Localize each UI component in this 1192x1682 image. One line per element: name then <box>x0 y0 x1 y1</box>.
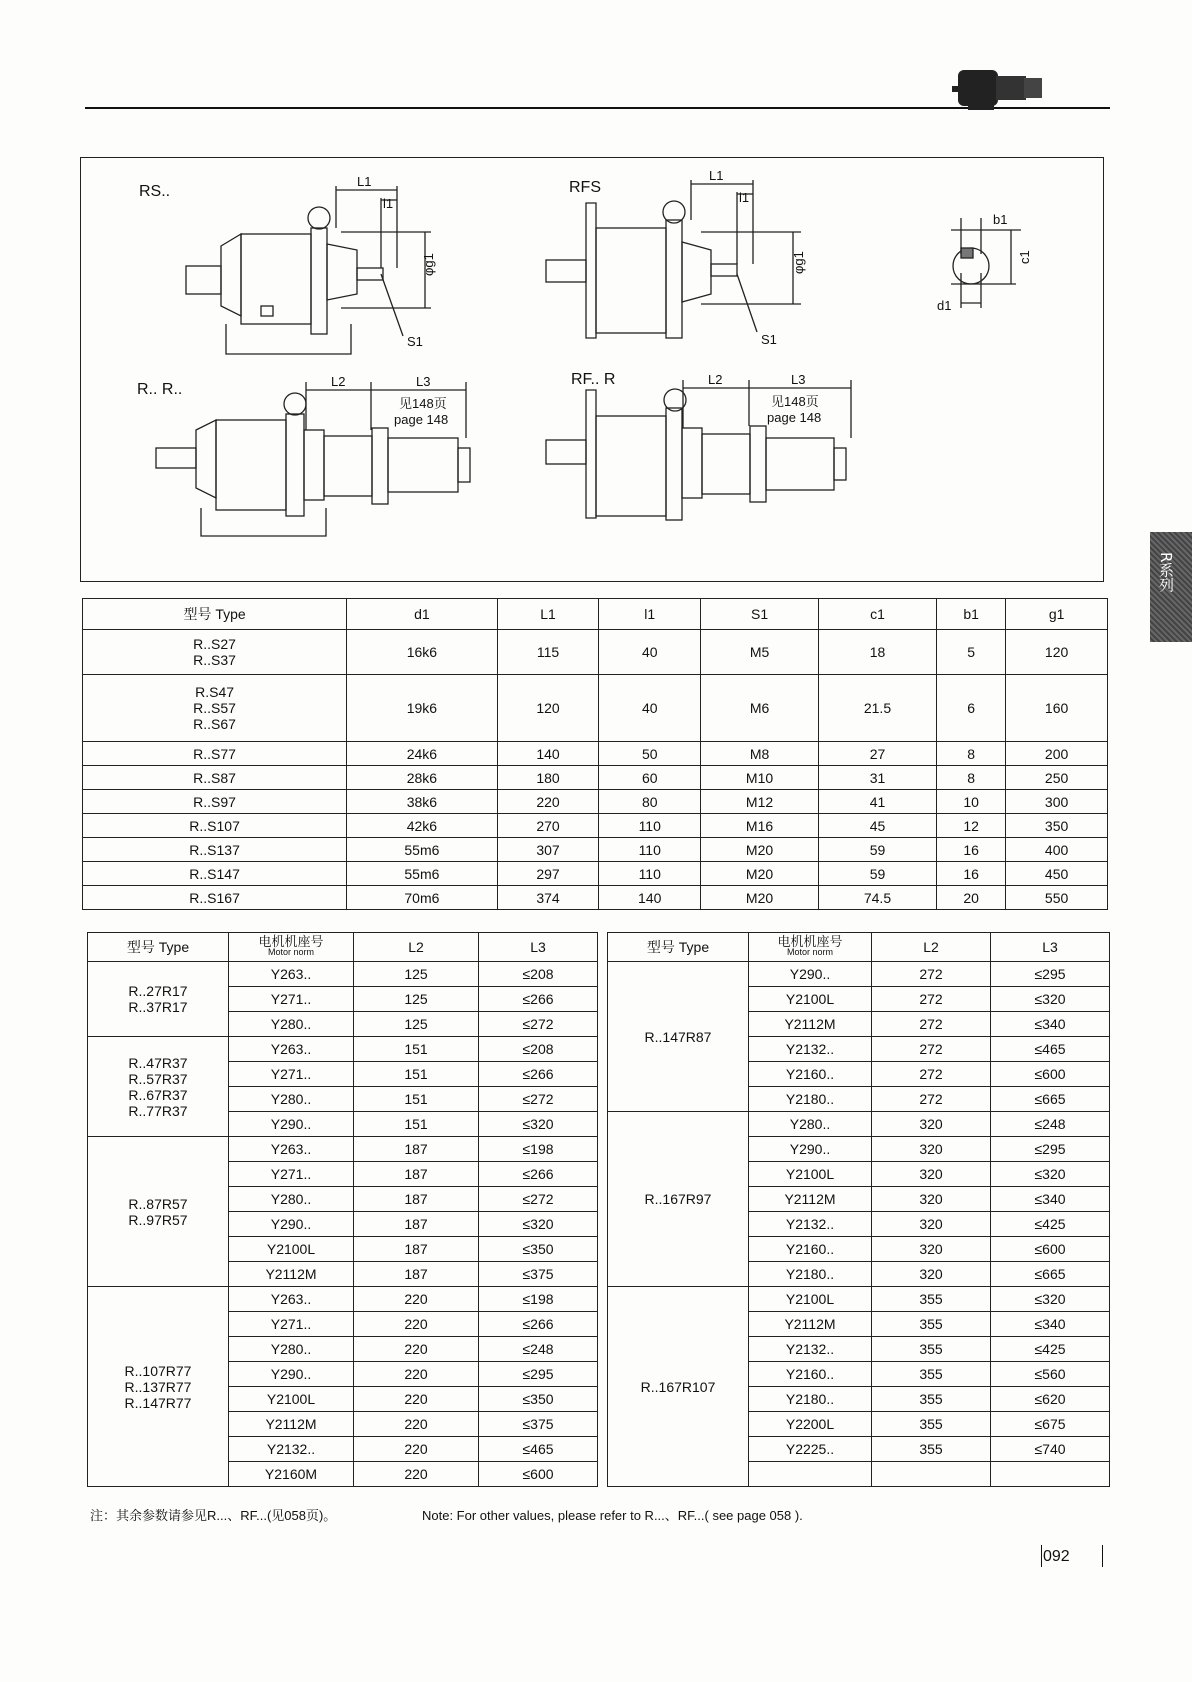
L3-cell: ≤320 <box>479 1112 598 1137</box>
t1-cell-S1: M20 <box>701 862 819 886</box>
L2-cell: 272 <box>872 962 991 987</box>
L2-cell: 320 <box>872 1112 991 1137</box>
t1-cell-L1: 115 <box>497 630 599 675</box>
table-row <box>608 1112 1110 1137</box>
L2-cell <box>872 1462 991 1487</box>
motor-group-type: R..167R97 <box>608 1112 749 1287</box>
t1-cell-c1: 21.5 <box>819 675 937 742</box>
t1-cell-l1: 40 <box>599 630 701 675</box>
motor-norm-cell: Y2100L <box>229 1237 354 1262</box>
t1-header-5: c1 <box>819 599 937 630</box>
t1-cell-l1: 50 <box>599 742 701 766</box>
motor-group-type: R..87R57 R..97R57 <box>88 1137 229 1287</box>
L3-cell: ≤198 <box>479 1137 598 1162</box>
L3-cell: ≤465 <box>479 1437 598 1462</box>
motor-norm-cell: Y2112M <box>749 1187 872 1212</box>
label-rfs: RFS <box>569 179 601 196</box>
t2-header-L2: L2 <box>354 933 479 962</box>
t1-cell-d1: 42k6 <box>347 814 497 838</box>
t1-cell-type: R..S107 <box>83 814 347 838</box>
t1-cell-d1: 38k6 <box>347 790 497 814</box>
t1-cell-c1: 31 <box>819 766 937 790</box>
t1-header-3: l1 <box>599 599 701 630</box>
t1-cell-c1: 41 <box>819 790 937 814</box>
t1-cell-g1: 300 <box>1006 790 1108 814</box>
motor-norm-cell: Y2132.. <box>749 1212 872 1237</box>
motor-norm-cell: Y2100L <box>749 1162 872 1187</box>
L2-cell: 187 <box>354 1212 479 1237</box>
L3-cell: ≤266 <box>479 987 598 1012</box>
t3-header-L2: L2 <box>872 933 991 962</box>
t1-cell-l1: 80 <box>599 790 701 814</box>
L2-cell: 220 <box>354 1312 479 1337</box>
motor-norm-cell: Y271.. <box>229 987 354 1012</box>
t1-cell-b1: 16 <box>936 838 1005 862</box>
t1-cell-l1: 140 <box>599 886 701 910</box>
t1-cell-S1: M16 <box>701 814 819 838</box>
L3-cell: ≤208 <box>479 962 598 987</box>
t1-cell-L1: 307 <box>497 838 599 862</box>
L2-cell: 355 <box>872 1362 991 1387</box>
t1-cell-type: R..S167 <box>83 886 347 910</box>
t1-cell-b1: 10 <box>936 790 1005 814</box>
L3-cell: ≤675 <box>991 1412 1110 1437</box>
L2-cell: 272 <box>872 987 991 1012</box>
L2-cell: 355 <box>872 1287 991 1312</box>
t1-header-6: b1 <box>936 599 1005 630</box>
motor-norm-cell: Y2132.. <box>749 1037 872 1062</box>
L3-cell: ≤350 <box>479 1387 598 1412</box>
t1-cell-g1: 200 <box>1006 742 1108 766</box>
t1-cell-d1: 70m6 <box>347 886 497 910</box>
t1-header-0: 型号 Type <box>83 599 347 630</box>
motor-norm-cell: Y2112M <box>229 1412 354 1437</box>
t1-cell-g1: 350 <box>1006 814 1108 838</box>
dim-see148-en-rfr: page 148 <box>767 410 822 425</box>
motor-norm-cell: Y271.. <box>229 1062 354 1087</box>
L2-cell: 320 <box>872 1137 991 1162</box>
note-cn: 注：其余参数请参见R...、RF...(见058页)。 <box>90 1508 337 1523</box>
motor-header-en: Motor norm <box>267 947 314 957</box>
L3-cell: ≤295 <box>479 1362 598 1387</box>
t1-cell-L1: 120 <box>497 675 599 742</box>
t1-cell-l1: 110 <box>599 862 701 886</box>
t1-cell-type: R.S47 R..S57 R..S67 <box>83 675 347 742</box>
L3-cell: ≤272 <box>479 1012 598 1037</box>
t2-header-L3: L3 <box>479 933 598 962</box>
L2-cell: 220 <box>354 1437 479 1462</box>
dim-see148-cn-rfr: 见148页 <box>771 394 819 409</box>
dim-l1-rs: l1 <box>383 196 394 211</box>
t1-cell-type: R..S147 <box>83 862 347 886</box>
L3-cell: ≤248 <box>479 1337 598 1362</box>
dim-d1: d1 <box>937 298 952 313</box>
gearmotor-logo-icon <box>950 58 1050 118</box>
table-row <box>83 742 1108 766</box>
motor-norm-cell: Y290.. <box>229 1212 354 1237</box>
L3-cell: ≤560 <box>991 1362 1110 1387</box>
L3-cell: ≤620 <box>991 1387 1110 1412</box>
L3-cell: ≤600 <box>991 1237 1110 1262</box>
L2-cell: 187 <box>354 1262 479 1287</box>
L2-cell: 355 <box>872 1337 991 1362</box>
table-row <box>83 886 1108 910</box>
motor-norm-cell: Y2160.. <box>749 1237 872 1262</box>
t1-header-4: S1 <box>701 599 819 630</box>
t1-cell-l1: 60 <box>599 766 701 790</box>
t1-cell-b1: 8 <box>936 766 1005 790</box>
table-row <box>88 1037 598 1062</box>
dim-see148-en-rr: page 148 <box>394 412 449 427</box>
t1-cell-S1: M8 <box>701 742 819 766</box>
L3-cell: ≤295 <box>991 1137 1110 1162</box>
dim-see148-cn-rr: 见148页 <box>399 396 447 411</box>
L3-cell: ≤340 <box>991 1312 1110 1337</box>
L3-cell: ≤425 <box>991 1212 1110 1237</box>
motor-norm-cell: Y280.. <box>229 1337 354 1362</box>
t1-cell-L1: 220 <box>497 790 599 814</box>
L2-cell: 220 <box>354 1387 479 1412</box>
t1-cell-L1: 270 <box>497 814 599 838</box>
table-row <box>83 838 1108 862</box>
dim-S1-rfs: S1 <box>761 332 777 347</box>
motor-norm-cell: Y2100L <box>749 987 872 1012</box>
motor-group-type: R..147R87 <box>608 962 749 1112</box>
label-rfr: RF.. R <box>571 371 616 388</box>
label-rr: R.. R.. <box>137 381 183 398</box>
page-bar-right <box>1102 1545 1103 1567</box>
L2-cell: 320 <box>872 1212 991 1237</box>
table-row <box>88 962 598 987</box>
motor-norm-cell: Y2112M <box>749 1012 872 1037</box>
t1-cell-l1: 110 <box>599 814 701 838</box>
dim-L3-rr: L3 <box>416 374 431 389</box>
motor-group-type: R..27R17 R..37R17 <box>88 962 229 1037</box>
L3-cell: ≤340 <box>991 1012 1110 1037</box>
dim-L2-rfr: L2 <box>708 372 723 387</box>
L3-cell: ≤248 <box>991 1112 1110 1137</box>
motor-norm-cell: Y2180.. <box>749 1387 872 1412</box>
dim-g1-rfs: φg1 <box>791 251 806 274</box>
t1-cell-b1: 20 <box>936 886 1005 910</box>
section-tab <box>1150 532 1192 642</box>
t1-cell-c1: 74.5 <box>819 886 937 910</box>
label-rs: RS.. <box>139 183 171 200</box>
t1-cell-L1: 140 <box>497 742 599 766</box>
t1-cell-d1: 55m6 <box>347 862 497 886</box>
L3-cell: ≤266 <box>479 1312 598 1337</box>
rs-drawing-icon <box>186 186 431 354</box>
t1-cell-g1: 550 <box>1006 886 1108 910</box>
t1-cell-g1: 250 <box>1006 766 1108 790</box>
section-tab-label: R系列 <box>1157 552 1175 593</box>
L2-cell: 187 <box>354 1162 479 1187</box>
L2-cell: 272 <box>872 1087 991 1112</box>
dim-L1-rfs: L1 <box>709 168 724 183</box>
motor-norm-cell: Y2180.. <box>749 1087 872 1112</box>
t1-cell-type: R..S27 R..S37 <box>83 630 347 675</box>
table-row <box>608 1287 1110 1312</box>
L3-cell: ≤320 <box>991 987 1110 1012</box>
motor-norm-cell: Y271.. <box>229 1162 354 1187</box>
motor-norm-cell: Y2180.. <box>749 1262 872 1287</box>
L3-cell: ≤208 <box>479 1037 598 1062</box>
t1-cell-type: R..S87 <box>83 766 347 790</box>
t3-header-motor <box>749 933 872 962</box>
motor-norm-cell: Y2132.. <box>749 1337 872 1362</box>
t1-cell-S1: M12 <box>701 790 819 814</box>
L3-cell: ≤665 <box>991 1087 1110 1112</box>
dim-L1-rs: L1 <box>357 174 372 189</box>
motor-norm-cell: Y290.. <box>229 1362 354 1387</box>
t1-cell-S1: M20 <box>701 886 819 910</box>
L3-cell: ≤198 <box>479 1287 598 1312</box>
t1-header-2: L1 <box>497 599 599 630</box>
t1-cell-type: R..S97 <box>83 790 347 814</box>
t1-cell-d1: 28k6 <box>347 766 497 790</box>
L3-cell: ≤272 <box>479 1187 598 1212</box>
table-row <box>83 675 1108 742</box>
L3-cell: ≤272 <box>479 1087 598 1112</box>
L3-cell: ≤340 <box>991 1187 1110 1212</box>
dim-S1-rs: S1 <box>407 334 423 349</box>
dimension-table-s <box>82 598 1108 910</box>
L2-cell: 125 <box>354 1012 479 1037</box>
L3-cell: ≤320 <box>991 1287 1110 1312</box>
t1-header-1: d1 <box>347 599 497 630</box>
L2-cell: 220 <box>354 1462 479 1487</box>
L2-cell: 220 <box>354 1287 479 1312</box>
L3-cell <box>991 1462 1110 1487</box>
L3-cell: ≤295 <box>991 962 1110 987</box>
L2-cell: 272 <box>872 1062 991 1087</box>
motor-norm-cell: Y263.. <box>229 962 354 987</box>
motor-table-header <box>608 933 1110 962</box>
technical-drawings <box>81 158 1103 581</box>
t1-cell-d1: 24k6 <box>347 742 497 766</box>
t1-cell-S1: M20 <box>701 838 819 862</box>
L3-cell: ≤375 <box>479 1262 598 1287</box>
motor-table-left <box>87 932 598 1487</box>
t1-cell-c1: 27 <box>819 742 937 766</box>
t1-cell-S1: M10 <box>701 766 819 790</box>
t1-cell-c1: 59 <box>819 838 937 862</box>
L2-cell: 220 <box>354 1362 479 1387</box>
t1-cell-g1: 400 <box>1006 838 1108 862</box>
t1-cell-d1: 16k6 <box>347 630 497 675</box>
L2-cell: 355 <box>872 1437 991 1462</box>
L3-cell: ≤320 <box>991 1162 1110 1187</box>
t1-cell-L1: 374 <box>497 886 599 910</box>
L2-cell: 187 <box>354 1187 479 1212</box>
drawing-panel <box>80 157 1104 582</box>
t1-cell-type: R..S77 <box>83 742 347 766</box>
motor-norm-cell: Y290.. <box>749 962 872 987</box>
L2-cell: 320 <box>872 1262 991 1287</box>
L2-cell: 320 <box>872 1162 991 1187</box>
L3-cell: ≤425 <box>991 1337 1110 1362</box>
dim-g1-rs: φg1 <box>421 253 436 276</box>
L2-cell: 151 <box>354 1037 479 1062</box>
motor-group-type: R..167R107 <box>608 1287 749 1487</box>
table-row <box>83 766 1108 790</box>
motor-header-cn: 电机机座号 <box>258 934 324 949</box>
table-row <box>83 862 1108 886</box>
t1-cell-g1: 120 <box>1006 630 1108 675</box>
dim-b1: b1 <box>993 212 1008 227</box>
L2-cell: 125 <box>354 987 479 1012</box>
motor-norm-cell: Y290.. <box>229 1112 354 1137</box>
motor-norm-cell: Y2225.. <box>749 1437 872 1462</box>
motor-norm-cell: Y2200L <box>749 1412 872 1437</box>
t1-cell-b1: 6 <box>936 675 1005 742</box>
motor-header-cn: 电机机座号 <box>777 934 843 949</box>
motor-norm-cell: Y2132.. <box>229 1437 354 1462</box>
page-bar-left <box>1041 1545 1042 1567</box>
table-row <box>88 1287 598 1312</box>
motor-table-right <box>607 932 1110 1487</box>
dim-l1-rfs: l1 <box>739 190 750 205</box>
t1-cell-S1: M6 <box>701 675 819 742</box>
L2-cell: 355 <box>872 1412 991 1437</box>
table-row <box>83 790 1108 814</box>
motor-table-header <box>88 933 598 962</box>
L3-cell: ≤465 <box>991 1037 1110 1062</box>
motor-norm-cell: Y263.. <box>229 1287 354 1312</box>
L2-cell: 220 <box>354 1412 479 1437</box>
t1-cell-d1: 55m6 <box>347 838 497 862</box>
L2-cell: 355 <box>872 1387 991 1412</box>
motor-norm-cell: Y280.. <box>229 1012 354 1037</box>
table-row <box>83 630 1108 675</box>
motor-norm-cell <box>749 1462 872 1487</box>
t1-cell-l1: 110 <box>599 838 701 862</box>
L2-cell: 320 <box>872 1237 991 1262</box>
L2-cell: 151 <box>354 1112 479 1137</box>
L3-cell: ≤375 <box>479 1412 598 1437</box>
motor-norm-cell: Y263.. <box>229 1137 354 1162</box>
L3-cell: ≤350 <box>479 1237 598 1262</box>
L2-cell: 187 <box>354 1137 479 1162</box>
motor-group-type: R..107R77 R..137R77 R..147R77 <box>88 1287 229 1487</box>
L2-cell: 187 <box>354 1237 479 1262</box>
t1-cell-g1: 160 <box>1006 675 1108 742</box>
L3-cell: ≤665 <box>991 1262 1110 1287</box>
dim-L2-rr: L2 <box>331 374 346 389</box>
t1-cell-type: R..S137 <box>83 838 347 862</box>
motor-norm-cell: Y263.. <box>229 1037 354 1062</box>
t2-header-type: 型号 Type <box>88 933 229 962</box>
L2-cell: 320 <box>872 1187 991 1212</box>
L2-cell: 272 <box>872 1037 991 1062</box>
motor-norm-cell: Y280.. <box>229 1187 354 1212</box>
t1-cell-S1: M5 <box>701 630 819 675</box>
t1-cell-b1: 12 <box>936 814 1005 838</box>
L3-cell: ≤266 <box>479 1062 598 1087</box>
motor-norm-cell: Y280.. <box>229 1087 354 1112</box>
page-number: 092 <box>1043 1548 1070 1565</box>
table-row <box>83 814 1108 838</box>
t1-cell-c1: 18 <box>819 630 937 675</box>
motor-norm-cell: Y280.. <box>749 1112 872 1137</box>
L2-cell: 220 <box>354 1337 479 1362</box>
L3-cell: ≤740 <box>991 1437 1110 1462</box>
motor-norm-cell: Y2100L <box>749 1287 872 1312</box>
t1-cell-d1: 19k6 <box>347 675 497 742</box>
L3-cell: ≤320 <box>479 1212 598 1237</box>
t3-header-type: 型号 Type <box>608 933 749 962</box>
table-row <box>88 1137 598 1162</box>
L2-cell: 151 <box>354 1087 479 1112</box>
L2-cell: 272 <box>872 1012 991 1037</box>
L3-cell: ≤266 <box>479 1162 598 1187</box>
motor-norm-cell: Y2160M <box>229 1462 354 1487</box>
t1-cell-b1: 5 <box>936 630 1005 675</box>
t1-cell-L1: 180 <box>497 766 599 790</box>
t1-cell-b1: 16 <box>936 862 1005 886</box>
motor-norm-cell: Y2100L <box>229 1387 354 1412</box>
t1-cell-l1: 40 <box>599 675 701 742</box>
motor-norm-cell: Y2160.. <box>749 1062 872 1087</box>
L3-cell: ≤600 <box>479 1462 598 1487</box>
t1-cell-b1: 8 <box>936 742 1005 766</box>
L2-cell: 355 <box>872 1312 991 1337</box>
motor-norm-cell: Y2112M <box>749 1312 872 1337</box>
t1-header-7: g1 <box>1006 599 1108 630</box>
L3-cell: ≤600 <box>991 1062 1110 1087</box>
t2-header-motor <box>229 933 354 962</box>
motor-norm-cell: Y271.. <box>229 1312 354 1337</box>
dim-c1: c1 <box>1017 250 1032 264</box>
motor-norm-cell: Y2112M <box>229 1262 354 1287</box>
note-en: Note: For other values, please refer to R...、RF...( see page 058 ). <box>422 1508 803 1523</box>
t1-cell-c1: 59 <box>819 862 937 886</box>
t1-cell-c1: 45 <box>819 814 937 838</box>
table-row <box>608 962 1110 987</box>
t3-header-L3: L3 <box>991 933 1110 962</box>
L2-cell: 151 <box>354 1062 479 1087</box>
t1-cell-g1: 450 <box>1006 862 1108 886</box>
motor-norm-cell: Y2160.. <box>749 1362 872 1387</box>
motor-norm-cell: Y290.. <box>749 1137 872 1162</box>
L2-cell: 125 <box>354 962 479 987</box>
dim-L3-rfr: L3 <box>791 372 806 387</box>
t1-cell-L1: 297 <box>497 862 599 886</box>
motor-group-type: R..47R37 R..57R37 R..67R37 R..77R37 <box>88 1037 229 1137</box>
rfs-drawing-icon <box>546 180 801 338</box>
shaft-section-icon <box>951 218 1021 308</box>
motor-header-en: Motor norm <box>786 947 833 957</box>
